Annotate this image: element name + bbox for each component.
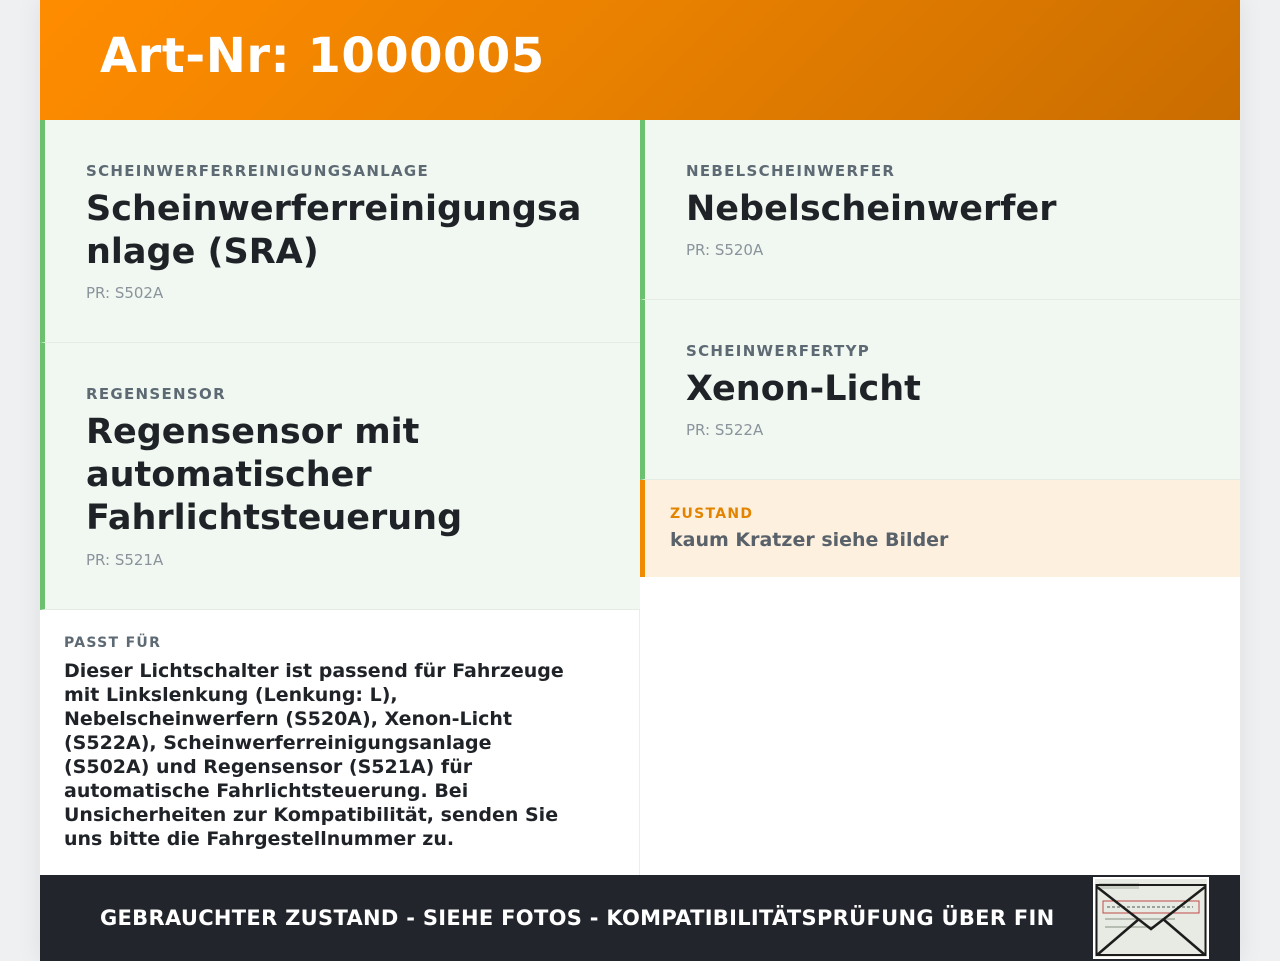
condition-box xyxy=(640,480,1240,577)
feature-card-regensensor xyxy=(40,343,640,610)
condition-text: kaum Kratzer siehe Bilder xyxy=(670,529,949,551)
compatibility-section xyxy=(40,610,640,875)
envelope-graphic xyxy=(1095,879,1207,957)
feature-card-scheinwerfertyp xyxy=(640,300,1240,480)
header-bar xyxy=(40,0,1240,120)
feature-pr-code: PR: S522A xyxy=(686,421,764,439)
feature-category: REGENSENSOR xyxy=(86,385,226,403)
feature-card-sra xyxy=(40,120,640,343)
feature-name: Regensensor mit automatischer Fahrlichtsteuerung xyxy=(86,412,463,538)
feature-category: NEBELSCHEINWERFER xyxy=(686,162,896,180)
compatibility-text: Dieser Lichtschalter ist passend für Fahrzeuge mit Linkslenkung (Lenkung: L), Nebelscheinwerfern (S520A), Xenon-Licht (S522A), Scheinwerferreinigungsanlage (S502A) und Regensensor (S521A) für automatische Fahrlichtsteuerung. Bei Unsicherheiten zur Kompatibilität, senden Sie uns bitte die Fahrgestellnummer zu. xyxy=(64,660,564,850)
feature-name: Scheinwerferreinigungsanlage (SRA) xyxy=(86,189,582,272)
footer-notice: GEBRAUCHTER ZUSTAND - SIEHE FOTOS - KOMPATIBILITÄTSPRÜFUNG ÜBER FIN xyxy=(100,906,1055,930)
feature-card-nebelscheinwerfer xyxy=(640,120,1240,300)
feature-pr-code: PR: S520A xyxy=(686,241,764,259)
feature-pr-code: PR: S521A xyxy=(86,551,164,569)
feature-pr-code: PR: S502A xyxy=(86,284,164,302)
feature-name: Nebelscheinwerfer xyxy=(686,189,1057,229)
article-number-title: Art-Nr: 1000005 xyxy=(100,28,545,84)
document-envelope-icon xyxy=(1093,877,1209,959)
feature-category: SCHEINWERFERTYP xyxy=(686,342,871,360)
product-sheet xyxy=(40,0,1240,961)
condition-label: ZUSTAND xyxy=(670,506,754,522)
feature-name: Xenon-Licht xyxy=(686,369,921,409)
feature-category: SCHEINWERFERREINIGUNGSANLAGE xyxy=(86,162,430,180)
footer-bar xyxy=(40,875,1240,961)
compatibility-label: PASST FÜR xyxy=(64,635,162,651)
